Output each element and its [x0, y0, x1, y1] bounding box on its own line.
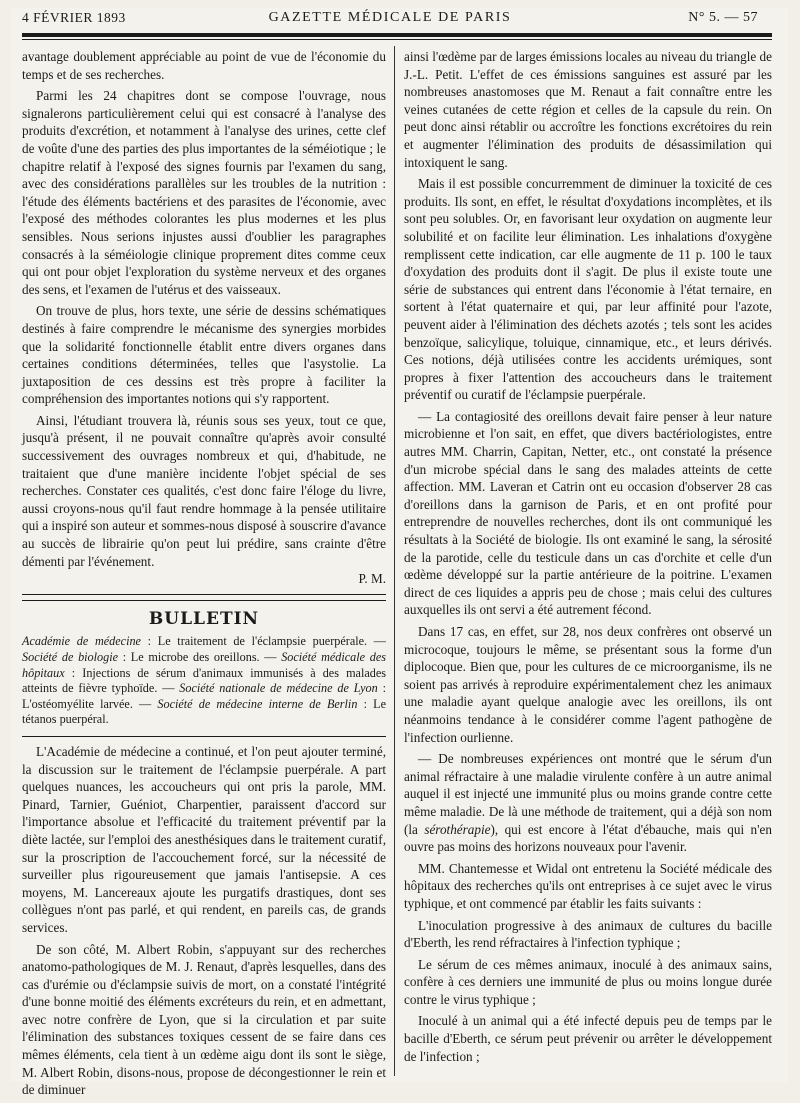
paragraph: Inoculé à un animal qui a été infecté depuis peu de temps par le bacille d'Eberth, ce sérum peut prévenir ou arrêter le développement de l'infection ;: [404, 1013, 772, 1064]
summary-separator: [22, 736, 386, 737]
paragraph: De son côté, M. Albert Robin, s'appuyant sur des recherches anatomo-pathologiques de M. J. Renaut, d'après lesquelles, dans des cas d'urémie ou d'éclampsie suivis de mort, on a constaté l'intégrité d'une bonne moitié des éléments excréteurs du rein, et en admettant, avec notre confrère de Lyon, que si la circulation et par suite l'élimination des substances toxiques cessent de se faire dans ces mêmes éléments, cela tient à un œdème aigu dont ils sont le siège, M. Albert Robin, disons-nous, propose de décongestionner le rein et de diminuer: [22, 941, 386, 1098]
page-header: [22, 10, 758, 32]
text-run: — De nombreuses expériences ont montré que le sérum d'un animal réfractaire à une maladie virulente confère à un autre animal auquel il est injecté une immunité plus ou moins grande contre cette même maladie. De là une méthode de traitement, qui a déjà son nom (la: [404, 751, 772, 837]
summary-label: Société de médecine interne de Berlin: [157, 696, 358, 711]
issue-number: N° 5. — 57: [688, 10, 758, 25]
left-column: [22, 48, 386, 1103]
column-divider: [394, 46, 395, 1076]
summary-text: : Injections de sérum d'animaux immunisés à des malades atteints de fièvre typhoïde. —: [22, 665, 386, 696]
summary-text: : Le tétanos puerpéral.: [22, 696, 386, 727]
text-run: ), qui est encore à l'état d'ébauche, mais qui n'en ouvre pas moins des horizons nouveaux pour l'avenir.: [404, 821, 772, 855]
paragraph: avantage doublement appréciable au point de vue de l'économie du temps et de ses recherches.: [22, 49, 386, 82]
summary-text: : Le microbe des oreillons. —: [118, 650, 282, 664]
paragraph: On trouve de plus, hors texte, une série de dessins schématiques destinés à faire comprendre le mécanisme des synergies morbides que la solidarité fonctionnelle établit entre divers organes dans certaines conditions déterminées, telles que l'asystolie. La juxtaposition de ces dessins est très propre à faciliter la compréhension des importantes notions qui s'y rapportent.: [22, 303, 386, 407]
paragraph: Parmi les 24 chapitres dont se compose l'ouvrage, nous signalerons particulièrement celui qui est consacré à l'analyse des produits d'excrétion, et notamment à l'analyse des urines, cette clef de voûte d'une des parties des plus importantes de la séméiotique ; le chapitre relatif à l'exposé des signes fournis par l'examen du sang, avec des considérations parallèles sur les troubles de la nutrition : l'étude des éléments bactériens et des parasites de l'économie, avec l'exposé des méthodes colorantes les plus modernes et les plus sensibles. Nous serions injustes aussi d'oublier les paragraphes consacrés à la séméiologie clinique proprement dites comme ceux qui ont pour objet l'exploration du système nerveux et des organes des sens, et l'examen de l'utérus et des vaisseaux.: [22, 88, 386, 297]
summary-label: Société médicale des hôpitaux: [22, 650, 386, 680]
summary-label: Société de biologie: [22, 650, 119, 664]
issue-date: 4 FÉVRIER 1893: [22, 10, 126, 25]
header-rule-thick: [22, 33, 772, 37]
paragraph: MM. Chantemesse et Widal ont entretenu la Société médicale des hôpitaux des recherches qu'ils ont entreprises à ce sujet avec le virus typhique, et ont commencé par établir les faits suivants :: [404, 860, 772, 911]
section-separator: [22, 594, 386, 601]
section-title: BULLETIN: [148, 608, 260, 629]
summary-label: Académie de médecine: [22, 634, 141, 649]
bulletin-summary: [22, 634, 386, 728]
paragraph: Le sérum de ces mêmes animaux, inoculé à des animaux sains, confère à ces derniers une immunité de plus ou moins longue durée contre le virus typhique ;: [404, 956, 772, 1007]
paragraph: Ainsi, l'étudiant trouvera là, réunis sous ses yeux, tout ce que, jusqu'à présent, il ne pouvait connaître qu'après avoir consulté successivement des ouvrages nombreux et qui, d'habitude, ne traitaient que d'une manière incidente l'objet spécial de ses recherches. Constater ces qualités, c'est donc faire l'éloge du livre, aussi croyons-nous qu'il faut rendre hommage à la pensée utilitaire qui a inspiré son auteur et sommes-nous disposé à souscrire d'avance au succès de librairie qu'on peut lui prédire, sans crainte d'être démenti par l'événement.: [22, 412, 386, 569]
summary-text: : L'ostéomyélite larvée. —: [22, 681, 386, 711]
italic-term: sérothérapie: [424, 821, 491, 837]
paragraph: L'Académie de médecine a continué, et l'on peut ajouter terminé, la discussion sur le traitement de l'éclampsie puerpérale. A part quelques nuances, les accoucheurs qui ont pris la parole, MM. Pinard, Tarnier, Guéniot, Charpentier, paraissent d'accord sur l'importance absolue et l'efficacité du traitement préventif par la diète lactée, sur l'emploi des anesthésiques dans le traitement curatif, sur la proscription de l'accouchement forcé, sur la nécessité de surveiller plus rigoureusement que jamais l'antisepsie. A ces moyens, M. Lancereaux ajoute les purgatifs drastiques, dont ses collègues n'ont pas parlé, et qui rendent, en pareils cas, de grands services.: [22, 743, 386, 935]
header-rule-thin: [22, 39, 772, 40]
paragraph: [404, 750, 772, 856]
paragraph: Mais il est possible concurremment de diminuer la toxicité de ces produits. Ils sont, en effet, le résultat d'oxydations incomplètes, et ils sont peu solubles. Or, en favorisant leur oxydation on augmente leur solubilité et on facilite leur élimination. Les inhalations d'oxygène remplissent cette indication, car elle augmente de 11 p. 100 le taux d'oxydation des produits dont il s'agit. De plus il existe toute une série de substances qui entrent dans l'économie à l'état ternaire, en sortent à l'état quaternaire et qui, par leur affinité pour l'azote, peuvent aider à l'élimination des déchets azotés ; tels sont les acides benzoïque, salicylique, toluique, cinnamique, etc., et leurs dérivés. Ces notions, déjà utilisées contre les accidents urémiques, sont propres à fixer l'attention des accoucheurs dans le traitement préventif ou curatif de l'éclampsie puerpérale.: [404, 176, 772, 403]
summary-text: : Le traitement de l'éclampsie puerpérale. —: [140, 634, 386, 649]
paragraph: Dans 17 cas, en effet, sur 28, nos deux confrères ont observé un microcoque, toujours le même, se présentant sous la forme d'un diplocoque. Bien que, pour les cultures de ce microorganisme, ils ne soient pas arrivés à reproduire expérimentalement chez les animaux une maladie ayant quelque analogie avec les oreillons, ils ont néanmoins tendance à le considérer comme l'agent pathogène de l'infection ourlienne.: [404, 624, 772, 745]
paragraph: L'inoculation progressive à des animaux de cultures du bacille d'Eberth, les rend réfractaires à l'infection typhique ;: [404, 917, 772, 951]
right-column: [404, 48, 772, 1069]
paragraph: — La contagiosité des oreillons devait faire penser à leur nature microbienne et l'on sait, en effet, que divers bactériologistes, entre autres MM. Charrin, Capitan, Netter, etc., ont constaté la présence d'un microbe spécial dans le sang des malades atteints de cette affection. MM. Laveran et Catrin ont eu occasion d'observer 28 cas d'oreillons dans la garnison de Paris, et en ont profité pour entreprendre de nouvelles recherches, dont ils ont communiqué les résultats à la Société de biologie. Ils ont examiné le sang, la sérosité de la parotide, celle du testicule dans un cas d'orchite et celle d'un œdème développé sur la partie antérieure de la poitrine. L'examen direct de ces liquides a appris peu de chose ; mais celui des cultures auxquelles ils ont servi a été autrement fécond.: [404, 408, 772, 618]
journal-title: GAZETTE MÉDICALE DE PARIS: [268, 10, 512, 25]
summary-label: Société nationale de médecine de Lyon: [179, 681, 378, 696]
review-signature: P. M.: [358, 571, 386, 587]
paragraph: ainsi l'œdème par de larges émissions locales au niveau du triangle de J.-L. Petit. L'effet de ces émissions sanguines est assuré par les nombreuses anastomoses que M. Renaut a fait connaître entre les veines cutanées de cette région et celles de la capsule du rein. On peut donc ainsi rétablir ou accroître les fonctions excrétoires du rein et augmenter l'élimination des produits de désassimilation qui intoxiquent le sang.: [404, 49, 772, 170]
